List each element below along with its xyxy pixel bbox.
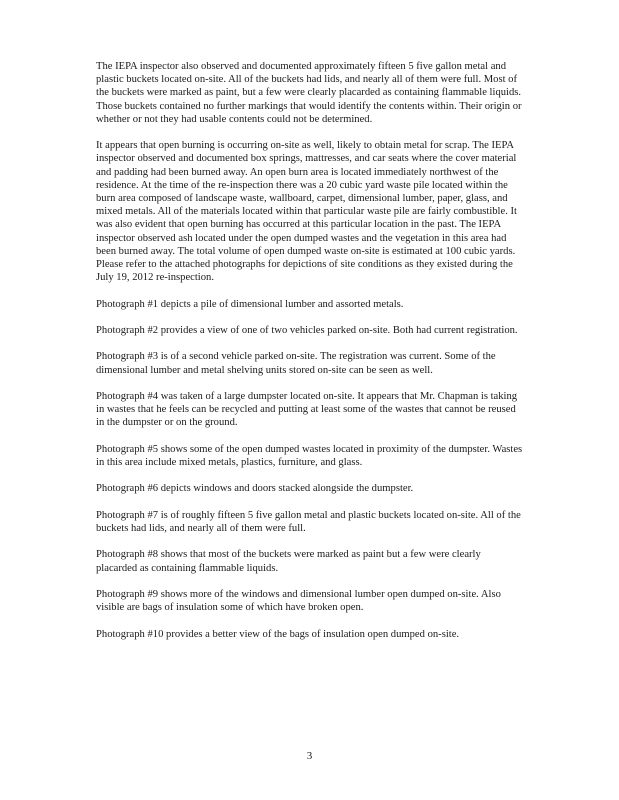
paragraph-buckets: The IEPA inspector also observed and documented approximately fifteen 5 five gallon metal and plastic buckets located on-site. All of the buckets had lids, and nearly all of them were full. Most of the buckets were marked as paint, but a few were clearly placarded as containing flammable liquids. Those buckets contained no further markings that would identify the contents within. Their origin or whether or not they had usable contents could not be determined. bbox=[96, 61, 522, 125]
paragraph-photo-10: Photograph #10 provides a better view of the bags of insulation open dumped on-site. bbox=[96, 628, 460, 640]
paragraph-photo-2: Photograph #2 provides a view of one of two vehicles parked on-site. Both had current registration. bbox=[96, 325, 518, 337]
page-number: 3 bbox=[306, 750, 313, 762]
paragraph-photo-3: Photograph #3 is of a second vehicle parked on-site. The registration was current. Some of the dimensional lumber and metal shelving units stored on-site can be seen as well. bbox=[96, 351, 496, 376]
paragraph-photo-4: Photograph #4 was taken of a large dumpster located on-site. It appears that Mr. Chapman is taking in wastes that he feels can be recycled and putting at least some of the wastes that cannot be reused in the dumpster or on the ground. bbox=[96, 391, 518, 429]
paragraph-photo-8: Photograph #8 shows that most of the buckets were marked as paint but a few were clearly placarded as containing flammable liquids. bbox=[96, 549, 481, 574]
paragraph-photo-1: Photograph #1 depicts a pile of dimensional lumber and assorted metals. bbox=[96, 298, 404, 310]
paragraph-photo-9: Photograph #9 shows more of the windows and dimensional lumber open dumped on-site. Also visible are bags of insulation some of which have broken open. bbox=[96, 588, 501, 614]
paragraph-photo-7: Photograph #7 is of roughly fifteen 5 five gallon metal and plastic buckets located on-site. All of the buckets had lids, and nearly all of them were full. bbox=[96, 509, 521, 534]
document-body bbox=[96, 60, 524, 654]
paragraph-photo-6: Photograph #6 depicts windows and doors stacked alongside the dumpster. bbox=[96, 483, 414, 495]
paragraph-open-burning: It appears that open burning is occurring on-site as well, likely to obtain metal for scrap. The IEPA inspector observed and documented box springs, mattresses, and car seats where the cover material and padding had been burned away. An open burn area is located immediately northwest of the residence. At the time of the re-inspection there was a 20 cubic yard waste pile located within the burn area composed of landscape waste, wallboard, carpet, dimensional lumber, paper, glass, and mixed metals. All of the materials located within that particular waste pile are fairly combustible. It was also evident that open burning has occurred at this particular location in the past. The IEPA inspector observed ash located under the open dumped wastes and the vegetation in this area had been burned away. The total volume of open dumped waste on-site is estimated at 100 cubic yards. Please refer to the attached photographs for depictions of site conditions as they existed during the July 19, 2012 re-inspection. bbox=[96, 140, 517, 284]
paragraph-photo-5: Photograph #5 shows some of the open dumped wastes located in proximity of the dumpster. Wastes in this area include mixed metals, plastics, furniture, and glass. bbox=[96, 443, 523, 468]
